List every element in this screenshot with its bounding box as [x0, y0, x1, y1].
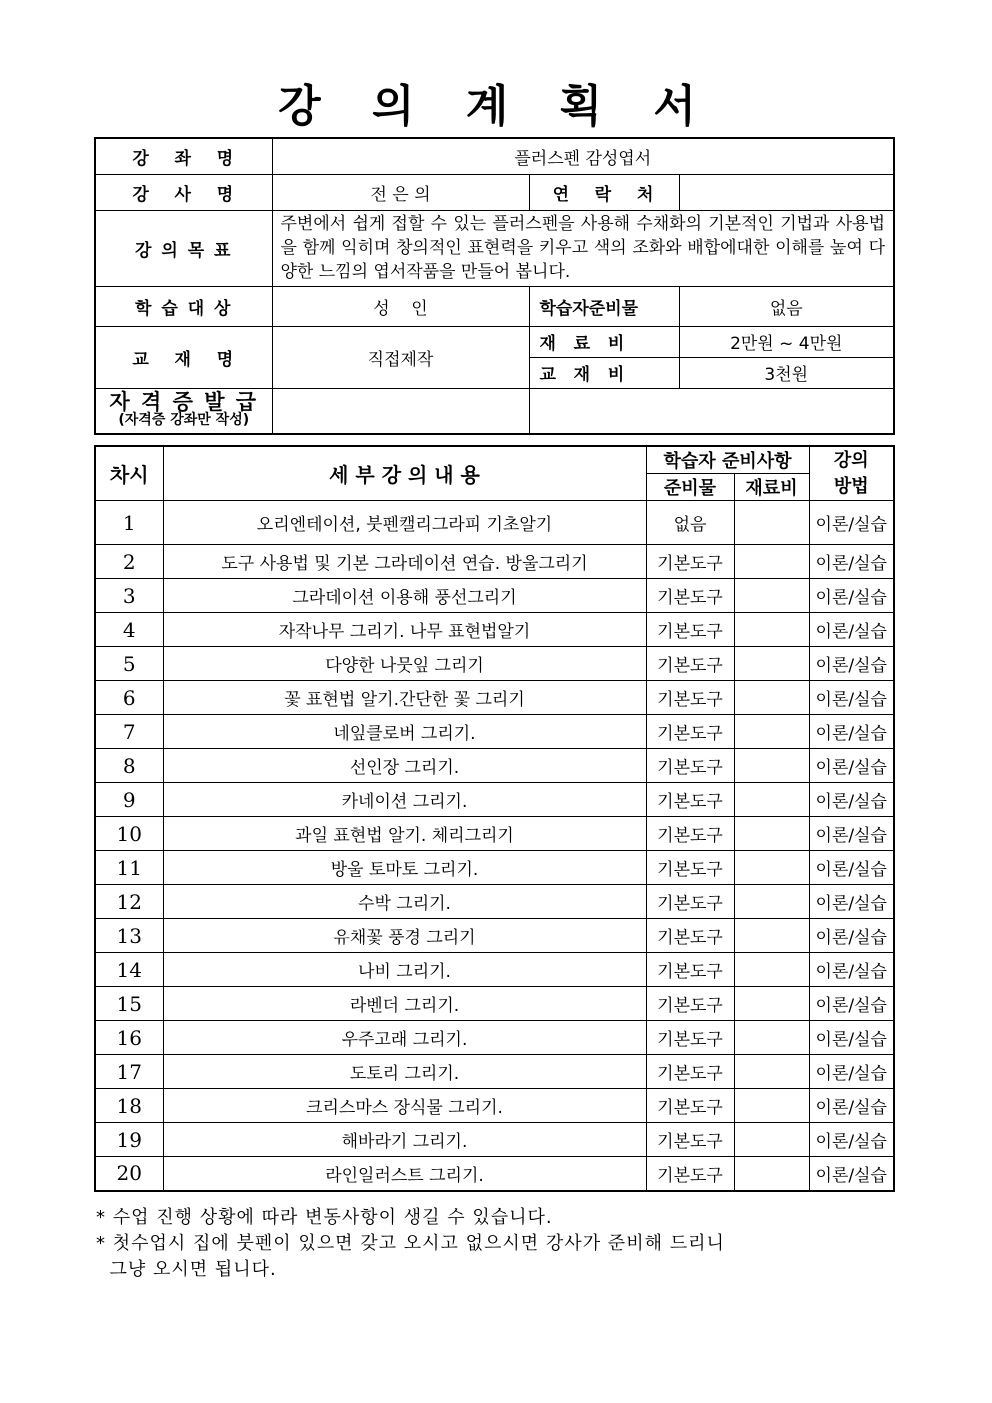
session-prep-fee: [734, 1089, 809, 1123]
session-prep-fee: [734, 851, 809, 885]
session-prep-items: 기본도구: [646, 783, 734, 817]
table-row: [95, 1123, 894, 1157]
session-number: 13: [95, 919, 163, 953]
session-method: 이론/실습: [809, 749, 894, 783]
session-number: 9: [95, 783, 163, 817]
header-session: 차시: [95, 446, 163, 501]
session-number: 15: [95, 987, 163, 1021]
session-number: 11: [95, 851, 163, 885]
table-row: [95, 647, 894, 681]
notes: [96, 1205, 725, 1283]
session-method: 이론/실습: [809, 1123, 894, 1157]
certificate-label-cell: [95, 388, 272, 434]
table-row: [95, 1021, 894, 1055]
session-content: 오리엔테이션, 붓펜캘리그라피 기초알기: [163, 501, 646, 545]
session-method: 이론/실습: [809, 613, 894, 647]
certificate-extra: [529, 388, 894, 434]
session-content: 카네이션 그리기.: [163, 783, 646, 817]
session-method: 이론/실습: [809, 953, 894, 987]
contact-value: [679, 174, 894, 210]
session-prep-items: 기본도구: [646, 851, 734, 885]
header-content: 세 부 강 의 내 용: [163, 446, 646, 501]
header-prep-fee: 재료비: [734, 474, 809, 501]
session-number: 6: [95, 681, 163, 715]
document-title: 강 의 계 획 서: [278, 81, 714, 132]
note-line: * 수업 진행 상황에 따라 변동사항이 생길 수 있습니다.: [96, 1207, 553, 1228]
course-name-value: 플러스펜 감성엽서: [272, 138, 894, 174]
session-content: 선인장 그리기.: [163, 749, 646, 783]
table-row: [95, 987, 894, 1021]
session-method: 이론/실습: [809, 579, 894, 613]
schedule-body: [95, 501, 894, 1191]
session-prep-items: 기본도구: [646, 545, 734, 579]
session-number: 3: [95, 579, 163, 613]
session-content: 다양한 나뭇잎 그리기: [163, 647, 646, 681]
session-prep-fee: [734, 1055, 809, 1089]
session-method: 이론/실습: [809, 647, 894, 681]
schedule-table: [94, 445, 895, 1192]
session-method: 이론/실습: [809, 919, 894, 953]
session-prep-items: 기본도구: [646, 1021, 734, 1055]
goal-value: 주변에서 쉽게 접할 수 있는 플러스펜을 사용해 수채화의 기본적인 기법과 사용법을 함께 익히며 창의적인 표현력을 키우고 색의 조화와 배합에대한 이해를 높여 다양한 느낌의 엽서작품을 만들어 봅니다.: [272, 210, 894, 286]
session-prep-fee: [734, 681, 809, 715]
session-prep-fee: [734, 987, 809, 1021]
session-method: 이론/실습: [809, 987, 894, 1021]
session-prep-items: 기본도구: [646, 953, 734, 987]
session-content: 유채꽃 풍경 그리기: [163, 919, 646, 953]
prep-value: 없음: [679, 286, 894, 326]
table-row: [95, 501, 894, 545]
table-row: [95, 749, 894, 783]
session-prep-fee: [734, 613, 809, 647]
session-content: 과일 표현법 알기. 체리그리기: [163, 817, 646, 851]
material-fee-label: 재 료 비: [529, 326, 679, 357]
table-row: [95, 1157, 894, 1191]
session-prep-fee: [734, 715, 809, 749]
note-line: 그냥 오시면 됩니다.: [96, 1259, 277, 1280]
session-content: 그라데이션 이용해 풍선그리기: [163, 579, 646, 613]
textbook-value: 직접제작: [272, 326, 529, 388]
course-name-label: 강 좌 명: [95, 138, 272, 174]
session-content: 해바라기 그리기.: [163, 1123, 646, 1157]
prep-label: 학습자준비물: [529, 286, 679, 326]
session-prep-items: 기본도구: [646, 715, 734, 749]
session-method: 이론/실습: [809, 715, 894, 749]
session-method: 이론/실습: [809, 1021, 894, 1055]
session-prep-fee: [734, 885, 809, 919]
session-number: 1: [95, 501, 163, 545]
table-row: [95, 1089, 894, 1123]
session-prep-fee: [734, 953, 809, 987]
session-number: 16: [95, 1021, 163, 1055]
session-method: 이론/실습: [809, 1157, 894, 1191]
session-number: 17: [95, 1055, 163, 1089]
table-row: [95, 613, 894, 647]
table-row: [95, 851, 894, 885]
session-prep-items: 기본도구: [646, 885, 734, 919]
session-prep-fee: [734, 545, 809, 579]
session-method: 이론/실습: [809, 501, 894, 545]
session-number: 12: [95, 885, 163, 919]
header-method: 강의 방법: [809, 446, 894, 501]
instructor-value: 전 은 의: [272, 174, 529, 210]
session-number: 19: [95, 1123, 163, 1157]
session-prep-items: 기본도구: [646, 647, 734, 681]
session-number: 20: [95, 1157, 163, 1191]
session-prep-items: 기본도구: [646, 579, 734, 613]
table-row: [95, 885, 894, 919]
course-info-table: [94, 137, 895, 435]
session-content: 도구 사용법 및 기본 그라데이션 연습. 방울그리기: [163, 545, 646, 579]
table-row: [95, 783, 894, 817]
session-method: 이론/실습: [809, 783, 894, 817]
table-row: [95, 953, 894, 987]
session-prep-items: 기본도구: [646, 1055, 734, 1089]
session-method: 이론/실습: [809, 851, 894, 885]
session-number: 5: [95, 647, 163, 681]
header-prep-items: 준비물: [646, 474, 734, 501]
session-content: 꽃 표현법 알기.간단한 꽃 그리기: [163, 681, 646, 715]
session-number: 18: [95, 1089, 163, 1123]
session-method: 이론/실습: [809, 1089, 894, 1123]
session-prep-fee: [734, 647, 809, 681]
session-number: 8: [95, 749, 163, 783]
table-row: [95, 919, 894, 953]
session-prep-items: 기본도구: [646, 749, 734, 783]
target-value: 성 인: [272, 286, 529, 326]
session-prep-items: 기본도구: [646, 817, 734, 851]
session-prep-items: 없음: [646, 501, 734, 545]
session-prep-fee: [734, 1021, 809, 1055]
textbook-label: 교 재 명: [95, 326, 272, 388]
material-fee-value: 2만원 ~ 4만원: [679, 326, 894, 357]
session-method: 이론/실습: [809, 1055, 894, 1089]
session-content: 수박 그리기.: [163, 885, 646, 919]
session-prep-fee: [734, 919, 809, 953]
contact-label: 연 락 처: [529, 174, 679, 210]
session-content: 도토리 그리기.: [163, 1055, 646, 1089]
session-prep-fee: [734, 749, 809, 783]
session-prep-items: 기본도구: [646, 1157, 734, 1191]
session-prep-items: 기본도구: [646, 1123, 734, 1157]
session-content: 우주고래 그리기.: [163, 1021, 646, 1055]
instructor-label: 강 사 명: [95, 174, 272, 210]
session-prep-items: 기본도구: [646, 919, 734, 953]
session-prep-items: 기본도구: [646, 681, 734, 715]
table-row: [95, 817, 894, 851]
session-prep-fee: [734, 1123, 809, 1157]
session-method: 이론/실습: [809, 817, 894, 851]
session-number: 4: [95, 613, 163, 647]
session-number: 2: [95, 545, 163, 579]
session-content: 라벤더 그리기.: [163, 987, 646, 1021]
certificate-value: [272, 388, 529, 434]
session-prep-items: 기본도구: [646, 613, 734, 647]
table-row: [95, 1055, 894, 1089]
session-prep-items: 기본도구: [646, 1089, 734, 1123]
session-content: 방울 토마토 그리기.: [163, 851, 646, 885]
session-method: 이론/실습: [809, 545, 894, 579]
table-row: [95, 579, 894, 613]
session-prep-fee: [734, 1157, 809, 1191]
certificate-sublabel: (자격증 강좌만 작성): [118, 411, 250, 428]
header-prep: 학습자 준비사항: [646, 446, 809, 474]
session-content: 자작나무 그리기. 나무 표현법알기: [163, 613, 646, 647]
table-row: [95, 715, 894, 749]
session-method: 이론/실습: [809, 885, 894, 919]
textbook-fee-value: 3천원: [679, 357, 894, 388]
session-number: 7: [95, 715, 163, 749]
session-prep-fee: [734, 501, 809, 545]
session-number: 10: [95, 817, 163, 851]
session-content: 네잎클로버 그리기.: [163, 715, 646, 749]
session-prep-fee: [734, 817, 809, 851]
session-prep-fee: [734, 783, 809, 817]
session-method: 이론/실습: [809, 681, 894, 715]
note-line: * 첫수업시 집에 붓펜이 있으면 갖고 오시고 없으시면 강사가 준비해 드리니: [96, 1233, 725, 1254]
session-content: 라인일러스트 그리기.: [163, 1157, 646, 1191]
table-row: [95, 545, 894, 579]
session-content: 크리스마스 장식물 그리기.: [163, 1089, 646, 1123]
target-label: 학 습 대 상: [95, 286, 272, 326]
session-number: 14: [95, 953, 163, 987]
textbook-fee-label: 교 재 비: [529, 357, 679, 388]
certificate-label: 자 격 증 발 급: [109, 389, 259, 414]
goal-label: 강 의 목 표: [95, 210, 272, 286]
session-prep-fee: [734, 579, 809, 613]
table-row: [95, 681, 894, 715]
session-content: 나비 그리기.: [163, 953, 646, 987]
session-prep-items: 기본도구: [646, 987, 734, 1021]
